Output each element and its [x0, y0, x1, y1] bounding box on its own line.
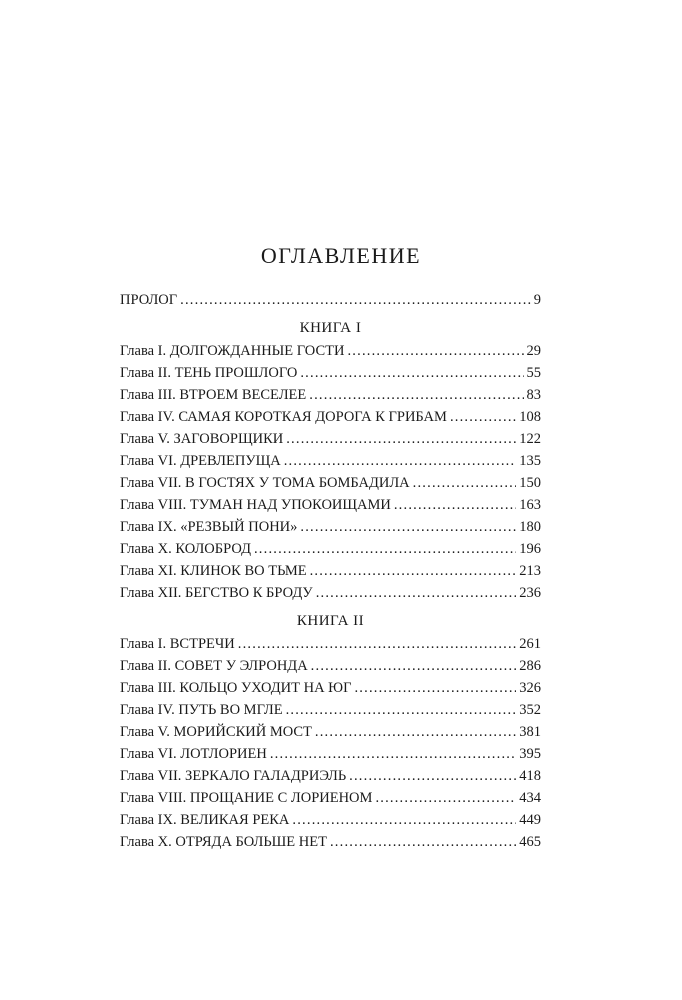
toc-entry-label: Глава IX. ВЕЛИКАЯ РЕКА: [120, 812, 290, 828]
toc-entry-page: 83: [526, 387, 541, 403]
toc-entry: [120, 494, 541, 516]
toc-entry-label: Глава VIII. ТУМАН НАД УПОКОИЩАМИ: [120, 497, 391, 513]
dot-leader: [286, 428, 516, 450]
toc-entry-page: 236: [519, 585, 541, 601]
dot-leader: [394, 494, 516, 516]
book-2-section: [120, 609, 541, 853]
toc-entry: [120, 472, 541, 494]
dot-leader: [309, 384, 523, 406]
toc-entry-label: Глава XII. БЕГСТВО К БРОДУ: [120, 585, 313, 601]
toc-entry-page: 261: [519, 636, 541, 652]
toc-entry: [120, 362, 541, 384]
toc-entry-label: Глава X. КОЛОБРОД: [120, 541, 251, 557]
book-1-section: [120, 316, 541, 604]
toc-entry-page: 326: [519, 680, 541, 696]
toc-entry-label: Глава XI. КЛИНОК ВО ТЬМЕ: [120, 563, 307, 579]
toc-entry: [120, 340, 541, 362]
dot-leader: [316, 582, 517, 604]
toc-entry-prologue: [120, 289, 541, 311]
toc-entry-page: 135: [519, 453, 541, 469]
dot-leader: [315, 721, 516, 743]
toc-entry: [120, 560, 541, 582]
toc-entry: [120, 787, 541, 809]
toc-entry-label: Глава VI. ДРЕВЛЕПУЩА: [120, 453, 281, 469]
toc-entry-label: Глава III. КОЛЬЦО УХОДИТ НА ЮГ: [120, 680, 352, 696]
toc-entry-label: Глава II. СОВЕТ У ЭЛРОНДА: [120, 658, 308, 674]
toc-entry-page: 9: [533, 292, 541, 308]
toc-entry: [120, 428, 541, 450]
dot-leader: [284, 450, 517, 472]
toc-entry: [120, 765, 541, 787]
toc-entry-label: Глава IV. ПУТЬ ВО МГЛЕ: [120, 702, 283, 718]
toc-entry: [120, 831, 541, 853]
contents-title: ОГЛАВЛЕНИЕ: [260, 243, 422, 268]
toc-entry: [120, 699, 541, 721]
toc-entry-page: 29: [526, 343, 541, 359]
toc-entry-page: 196: [519, 541, 541, 557]
dot-leader: [238, 633, 516, 655]
toc-entry-label: Глава VII. ЗЕРКАЛО ГАЛАДРИЭЛЬ: [120, 768, 347, 784]
toc-entry-label: Глава V. МОРИЙСКИЙ МОСТ: [120, 724, 312, 740]
toc-entry: [120, 516, 541, 538]
toc-entry-label: Глава I. ДОЛГОЖДАННЫЕ ГОСТИ: [120, 343, 345, 359]
dot-leader: [270, 743, 516, 765]
toc-entry-label: Глава X. ОТРЯДА БОЛЬШЕ НЕТ: [120, 834, 327, 850]
toc-entry: [120, 538, 541, 560]
toc-entry: [120, 633, 541, 655]
toc-entry: [120, 450, 541, 472]
toc-entry-page: 213: [519, 563, 541, 579]
toc-entry-label: ПРОЛОГ: [120, 292, 178, 308]
dot-leader: [180, 289, 531, 311]
book-heading: КНИГА I: [299, 320, 362, 336]
dot-leader: [413, 472, 517, 494]
dot-leader: [450, 406, 516, 428]
toc-entry-page: 352: [519, 702, 541, 718]
toc-entry: [120, 677, 541, 699]
prologue-section: [120, 289, 541, 311]
book-heading: КНИГА II: [296, 613, 365, 629]
dot-leader: [292, 809, 516, 831]
dot-leader: [347, 340, 523, 362]
dot-leader: [300, 362, 523, 384]
toc-entry-page: 434: [519, 790, 541, 806]
toc-entry-page: 286: [519, 658, 541, 674]
dot-leader: [330, 831, 516, 853]
toc-entry: [120, 406, 541, 428]
toc-entry: [120, 809, 541, 831]
toc-entry-page: 418: [519, 768, 541, 784]
toc-entry-label: Глава VIII. ПРОЩАНИЕ С ЛОРИЕНОМ: [120, 790, 373, 806]
dot-leader: [310, 560, 517, 582]
toc-entry: [120, 384, 541, 406]
toc-entry: [120, 655, 541, 677]
toc-entry-label: Глава VII. В ГОСТЯХ У ТОМА БОМБАДИЛА: [120, 475, 410, 491]
toc-entry-page: 108: [519, 409, 541, 425]
toc-entry-label: Глава II. ТЕНЬ ПРОШЛОГО: [120, 365, 298, 381]
toc-entry-page: 395: [519, 746, 541, 762]
toc-entry-label: Глава III. ВТРОЕМ ВЕСЕЛЕЕ: [120, 387, 307, 403]
toc-entry-page: 449: [519, 812, 541, 828]
toc-entry-page: 381: [519, 724, 541, 740]
toc-entry: [120, 721, 541, 743]
dot-leader: [354, 677, 516, 699]
dot-leader: [349, 765, 516, 787]
toc-entry-page: 465: [519, 834, 541, 850]
toc-entry-label: Глава IX. «РЕЗВЫЙ ПОНИ»: [120, 519, 298, 535]
toc-entry-page: 122: [519, 431, 541, 447]
dot-leader: [300, 516, 516, 538]
toc-entry: [120, 582, 541, 604]
toc-entry: [120, 743, 541, 765]
dot-leader: [375, 787, 516, 809]
toc-entry-page: 180: [519, 519, 541, 535]
toc-entry-page: 55: [526, 365, 541, 381]
toc-entry-label: Глава I. ВСТРЕЧИ: [120, 636, 235, 652]
toc-entry-page: 163: [519, 497, 541, 513]
dot-leader: [311, 655, 517, 677]
dot-leader: [254, 538, 516, 560]
toc-entry-label: Глава V. ЗАГОВОРЩИКИ: [120, 431, 284, 447]
toc-entry-label: Глава IV. САМАЯ КОРОТКАЯ ДОРОГА К ГРИБАМ: [120, 409, 447, 425]
dot-leader: [286, 699, 517, 721]
toc-entry-page: 150: [519, 475, 541, 491]
toc-entry-label: Глава VI. ЛОТЛОРИЕН: [120, 746, 267, 762]
